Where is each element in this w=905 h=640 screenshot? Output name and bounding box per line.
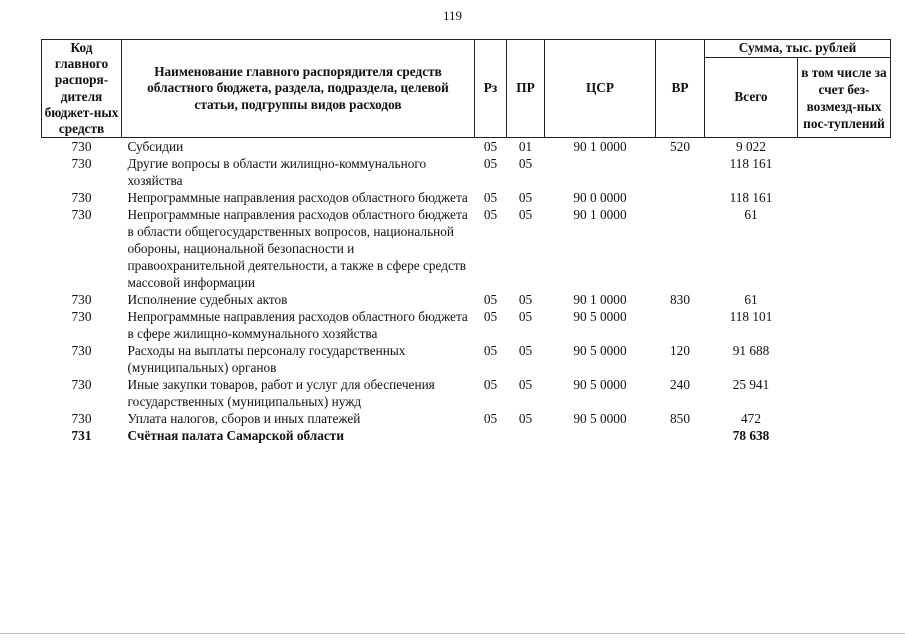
cell-vr: 240 xyxy=(670,377,690,393)
table-header xyxy=(42,40,891,138)
cell-name: Непрограммные направления расходов областного бюджета в области общегосударственных вопросов, национальной обороны, национальной безопасности и правоохранительной деятельности, а также в сфере средств массовой информации xyxy=(127,207,468,291)
cell-free xyxy=(798,189,891,206)
header-free: в том числе за счет без-возмезд-ных пос-туплений xyxy=(798,58,891,138)
cell-free xyxy=(798,138,891,156)
cell-name: Счётная палата Самарской области xyxy=(127,428,344,444)
cell-code: 730 xyxy=(71,343,92,359)
cell-pr: 05 xyxy=(518,207,533,223)
cell-total: 118 161 xyxy=(729,156,773,172)
cell-csr: 90 5 0000 xyxy=(573,343,627,359)
cell-free xyxy=(798,427,891,444)
page-number: 119 xyxy=(442,8,463,23)
table-row xyxy=(42,138,891,156)
cell-name: Уплата налогов, сборов и иных платежей xyxy=(127,411,361,427)
cell-vr xyxy=(656,427,705,444)
cell-vr: 120 xyxy=(670,343,690,359)
cell-code: 730 xyxy=(71,309,92,325)
cell-vr xyxy=(656,308,705,342)
cell-free xyxy=(798,376,891,410)
table-row xyxy=(42,308,891,342)
table-row xyxy=(42,410,891,427)
cell-pr: 05 xyxy=(518,190,533,206)
cell-code: 730 xyxy=(71,156,92,172)
cell-name: Расходы на выплаты персоналу государственных (муниципальных) органов xyxy=(127,343,406,376)
cell-name: Субсидии xyxy=(127,139,184,155)
cell-free xyxy=(798,342,891,376)
cell-total: 78 638 xyxy=(732,428,770,444)
cell-code: 730 xyxy=(71,207,92,223)
table-row xyxy=(42,376,891,410)
cell-rz: 05 xyxy=(483,411,498,427)
cell-total: 61 xyxy=(744,207,758,223)
table-body xyxy=(42,138,891,445)
cell-total: 118 161 xyxy=(729,190,773,206)
cell-rz: 05 xyxy=(483,139,498,155)
cell-total: 25 941 xyxy=(732,377,770,393)
cell-csr: 90 0 0000 xyxy=(573,190,627,206)
cell-vr xyxy=(656,189,705,206)
page-bottom-rule xyxy=(0,633,905,634)
cell-rz: 05 xyxy=(483,377,498,393)
cell-vr xyxy=(656,155,705,189)
cell-pr: 05 xyxy=(518,156,533,172)
header-sum-group: Сумма, тыс. рублей xyxy=(705,40,891,58)
cell-csr: 90 5 0000 xyxy=(573,411,627,427)
cell-free xyxy=(798,155,891,189)
cell-free xyxy=(798,410,891,427)
cell-name: Другие вопросы в области жилищно-коммунального хозяйства xyxy=(127,156,427,189)
cell-code: 730 xyxy=(71,139,92,155)
cell-name: Исполнение судебных актов xyxy=(127,292,288,308)
cell-rz: 05 xyxy=(483,343,498,359)
cell-free xyxy=(798,291,891,308)
cell-pr: 05 xyxy=(518,343,533,359)
cell-name: Непрограммные направления расходов областного бюджета в сфере жилищно-коммунального хозяйства xyxy=(127,309,468,342)
cell-csr: 90 1 0000 xyxy=(573,292,627,308)
cell-vr xyxy=(656,206,705,291)
cell-csr: 90 1 0000 xyxy=(573,207,627,223)
table-row xyxy=(42,155,891,189)
cell-code: 730 xyxy=(71,190,92,206)
cell-csr xyxy=(545,155,656,189)
table-row xyxy=(42,206,891,291)
cell-pr: 05 xyxy=(518,292,533,308)
header-name: Наименование главного распорядителя средств областного бюджета, раздела, подраздела, целевой статьи, подгруппы видов расходов xyxy=(122,40,475,138)
cell-csr xyxy=(545,427,656,444)
budget-table xyxy=(41,39,891,444)
cell-rz: 05 xyxy=(483,156,498,172)
cell-total: 472 xyxy=(741,411,761,427)
cell-total: 118 101 xyxy=(729,309,773,325)
cell-total: 91 688 xyxy=(732,343,770,359)
header-code: Код главного распоря-дителя бюджет-ных средств xyxy=(42,40,122,138)
cell-rz: 05 xyxy=(483,309,498,325)
cell-code: 730 xyxy=(71,292,92,308)
cell-pr: 05 xyxy=(518,411,533,427)
header-csr: ЦСР xyxy=(545,40,656,138)
header-vr: ВР xyxy=(656,40,705,138)
cell-total: 9 022 xyxy=(736,139,766,155)
cell-total: 61 xyxy=(744,292,758,308)
cell-pr xyxy=(507,427,545,444)
header-rz: Рз xyxy=(475,40,507,138)
cell-vr: 520 xyxy=(670,139,690,155)
cell-code: 731 xyxy=(71,428,92,444)
cell-rz: 05 xyxy=(483,292,498,308)
cell-csr: 90 5 0000 xyxy=(573,309,627,325)
cell-name: Непрограммные направления расходов областного бюджета xyxy=(127,190,468,206)
cell-rz: 05 xyxy=(483,207,498,223)
cell-free xyxy=(798,308,891,342)
cell-vr: 850 xyxy=(670,411,690,427)
cell-csr: 90 1 0000 xyxy=(573,139,627,155)
header-total: Всего xyxy=(705,58,798,138)
table-row xyxy=(42,291,891,308)
cell-pr: 01 xyxy=(518,139,533,155)
cell-pr: 05 xyxy=(518,309,533,325)
table-row xyxy=(42,189,891,206)
table-row xyxy=(42,427,891,444)
cell-rz xyxy=(475,427,507,444)
cell-vr: 830 xyxy=(670,292,690,308)
cell-name: Иные закупки товаров, работ и услуг для обеспечения государственных (муниципальных) нужд xyxy=(127,377,435,410)
cell-free xyxy=(798,206,891,291)
cell-csr: 90 5 0000 xyxy=(573,377,627,393)
cell-rz: 05 xyxy=(483,190,498,206)
cell-code: 730 xyxy=(71,411,92,427)
table-row xyxy=(42,342,891,376)
cell-pr: 05 xyxy=(518,377,533,393)
header-pr: ПР xyxy=(507,40,545,138)
cell-code: 730 xyxy=(71,377,92,393)
